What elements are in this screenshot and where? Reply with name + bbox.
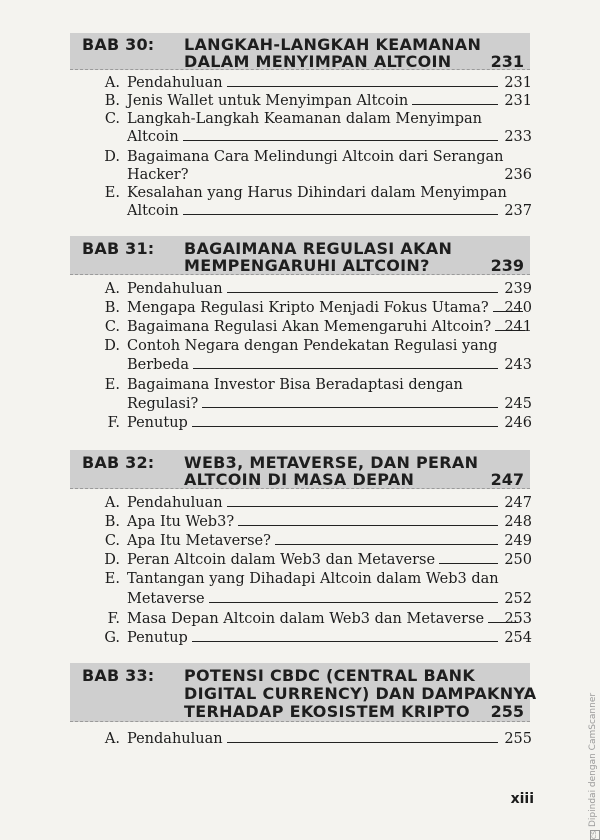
dot-leader (192, 426, 498, 427)
chapter-33 (70, 663, 537, 747)
entry-page-number: 253 (504, 611, 532, 627)
entry-title: Jenis Wallet untuk Menyimpan Altcoin (127, 93, 409, 109)
page-folio: xiii (510, 791, 534, 807)
entry-letter: F. (107, 415, 120, 431)
entry-letter: A. (104, 75, 120, 91)
entry-letter: B. (104, 514, 120, 530)
entry-page-number: 233 (504, 129, 532, 145)
dot-leader (227, 292, 498, 293)
camscanner-icon: CS (591, 831, 598, 839)
dot-leader (439, 563, 498, 564)
entry-page-number: 252 (504, 591, 532, 607)
entry-title: Apa Itu Metaverse? (127, 533, 271, 549)
entry-title: Apa Itu Web3? (127, 514, 235, 530)
entry-title: Masa Depan Altcoin dalam Web3 dan Metaverse (127, 611, 485, 627)
scanner-watermark (588, 693, 600, 840)
chapter-title-line: DALAM MENYIMPAN ALTCOIN (184, 52, 452, 71)
entry-page-number: 241 (504, 319, 532, 335)
chapter-30 (70, 33, 532, 219)
entry-title: Pendahuluan (127, 495, 223, 511)
entry-title-cont: Altcoin (127, 129, 179, 145)
entry-page-number: 243 (504, 357, 532, 373)
entry-page-number: 245 (504, 396, 532, 412)
dot-leader (412, 104, 498, 105)
entry-page-number: 239 (504, 281, 532, 297)
chapter-title-line: POTENSI CBDC (CENTRAL BANK (184, 666, 476, 685)
entry-title-cont: Hacker? (127, 167, 189, 183)
dot-leader (183, 214, 498, 215)
chapter-header (70, 236, 530, 275)
entry-letter: A. (104, 495, 120, 511)
entry-title: Penutup (127, 630, 188, 646)
chapter-31 (70, 236, 532, 431)
entry-page-number: 254 (504, 630, 532, 646)
entry-page-number: 247 (504, 495, 532, 511)
entry-page-number: 240 (504, 300, 532, 316)
entry-title: Penutup (127, 415, 188, 431)
entry-letter: C. (104, 111, 120, 127)
dot-leader (275, 544, 498, 545)
chapter-title-line: BAGAIMANA REGULASI AKAN (184, 239, 453, 258)
dot-leader (227, 506, 498, 507)
entry-letter: F. (107, 611, 120, 627)
entry-title: Tantangan yang Dihadapi Altcoin dalam Web3 dan (127, 571, 499, 587)
entry-page-number: 255 (504, 731, 532, 747)
chapter-title-line: MEMPENGARUHI ALTCOIN? (184, 256, 430, 275)
entry-letter: D. (104, 552, 120, 568)
chapter-header (70, 663, 537, 722)
entry-page-number: 231 (504, 93, 532, 109)
dot-leader (227, 86, 498, 87)
entry-letter: B. (104, 300, 120, 316)
entry-title: Kesalahan yang Harus Dihindari dalam Menyimpan (127, 185, 507, 201)
dot-leader (183, 140, 498, 141)
chapter-title-line: LANGKAH-LANGKAH KEAMANAN (184, 35, 482, 54)
entry-letter: A. (104, 731, 120, 747)
chapter-page-number: 247 (490, 470, 524, 489)
chapter-page-number: 231 (490, 52, 524, 71)
entry-page-number: 246 (504, 415, 532, 431)
entry-letter: B. (104, 93, 120, 109)
chapter-title-line: ALTCOIN DI MASA DEPAN (184, 470, 415, 489)
entry-title-cont: Altcoin (127, 203, 179, 219)
entry-letter: C. (104, 319, 120, 335)
entry-letter: E. (104, 185, 120, 201)
dot-leader (193, 368, 498, 369)
entry-letter: D. (104, 149, 120, 165)
chapter-label: BAB 32: (82, 453, 155, 472)
chapter-header (70, 33, 530, 70)
entry-page-number: 250 (504, 552, 532, 568)
entry-title-cont: Berbeda (127, 357, 189, 373)
dot-leader (209, 602, 498, 603)
entry-title: Mengapa Regulasi Kripto Menjadi Fokus Utama? (127, 300, 489, 316)
entry-title-cont: Regulasi? (127, 396, 199, 412)
watermark-text: Dipindai dengan CamScanner (588, 692, 598, 827)
entry-title: Pendahuluan (127, 75, 223, 91)
entry-title: Bagaimana Regulasi Akan Memengaruhi Altcoin? (127, 319, 492, 335)
entry-title: Langkah-Langkah Keamanan dalam Menyimpan (127, 111, 483, 127)
entry-letter: E. (104, 571, 120, 587)
chapter-32 (70, 450, 532, 646)
chapter-page-number: 255 (490, 702, 524, 721)
entry-title: Bagaimana Investor Bisa Beradaptasi dengan (127, 377, 463, 393)
dot-leader (202, 407, 498, 408)
entry-letter: D. (104, 338, 120, 354)
entry-title-cont: Metaverse (127, 591, 205, 607)
chapter-page-number: 239 (490, 256, 524, 275)
dot-leader (227, 742, 498, 743)
entry-title: Pendahuluan (127, 281, 223, 297)
chapter-label: BAB 33: (82, 666, 155, 685)
entry-letter: G. (104, 630, 120, 646)
chapter-label: BAB 31: (82, 239, 155, 258)
entry-letter: E. (104, 377, 120, 393)
entry-page-number: 237 (504, 203, 532, 219)
chapter-header (70, 450, 530, 489)
chapter-title-line: TERHADAP EKOSISTEM KRIPTO (184, 702, 470, 721)
chapter-label: BAB 30: (82, 35, 155, 54)
dot-leader (238, 525, 498, 526)
entry-letter: C. (104, 533, 120, 549)
entry-title: Peran Altcoin dalam Web3 dan Metaverse (127, 552, 436, 568)
entry-title: Pendahuluan (127, 731, 223, 747)
entry-page-number: 236 (504, 167, 532, 183)
entry-letter: A. (104, 281, 120, 297)
entry-page-number: 249 (504, 533, 532, 549)
entry-title: Bagaimana Cara Melindungi Altcoin dari Serangan (127, 149, 504, 165)
chapter-title-line: DIGITAL CURRENCY) DAN DAMPAKNYA (184, 684, 537, 703)
entry-title: Contoh Negara dengan Pendekatan Regulasi yang (127, 338, 498, 354)
dot-leader (192, 641, 498, 642)
entry-page-number: 231 (504, 75, 532, 91)
entry-page-number: 248 (504, 514, 532, 530)
chapter-title-line: WEB3, METAVERSE, DAN PERAN (184, 453, 479, 472)
